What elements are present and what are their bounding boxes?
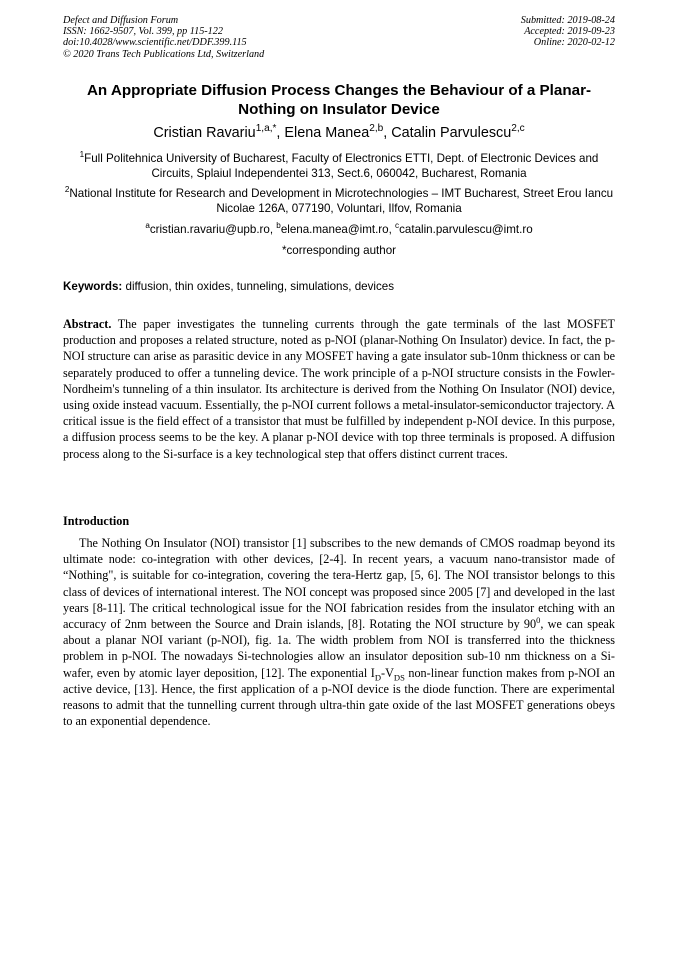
author-affiliation-marker: 2,b [369, 123, 384, 135]
degree-superscript: 0 [536, 614, 541, 625]
affiliation-1 [62, 151, 616, 182]
keywords-text: diffusion, thin oxides, tunneling, simulations, devices [122, 280, 395, 293]
affiliation-text: National Institute for Research and Development in Microtechnologies – IMT Bucharest, Street Erou Iancu Nicolae 126A, 077190, Voluntari, Ilfov, Romania [69, 187, 614, 216]
author-name: Catalin Parvulescu [391, 125, 512, 141]
author-name: Elena Manea [284, 125, 370, 141]
affiliation-number: 1 [79, 150, 85, 160]
subscript-ds: DS [393, 672, 405, 683]
email-marker: c [395, 221, 400, 231]
intro-text-vds: -V [381, 665, 394, 680]
author-name: Cristian Ravariu [153, 125, 256, 141]
author-emails [60, 222, 618, 237]
keywords-label: Keywords: [63, 280, 123, 293]
email-address[interactable]: cristian.ravariu@upb.ro, [149, 223, 277, 236]
intro-text-part-1: The Nothing On Insulator (NOI) transistor [1] subscribes to the new demands of CMOS roadmap beyond its ultimate node: co-integration with other devices, [2-4]. In recent years, a vacuum nano-transistor made of “Nothing", is suitable for co-integration, covering the tera-Hertz gap, [5, 6]. The NOI transistor belongs to this class of devices of international interest. The NOI concept was proposed since 2005 [7] and developed in the last years [8-11]. The critical technological issue for the NOI fabrication resides from the insulator etching with an accuracy of 2nm between the Source and Drain islands, [8]. Rotating the NOI structure by 90 [63, 536, 615, 632]
author-affiliation-marker: 1,a,* [255, 123, 277, 135]
affiliation-number: 2 [64, 185, 70, 195]
affiliation-2 [62, 186, 616, 217]
intro-text-part-3: non-linear function makes from p-NOI an active device, [13]. Hence, the first application of a p-NOI device is the diode function. There are experimental reasons to admit that the tunnelling current through ultra-thin gate oxide of the last MOSFET generations obeys to an exponential dependence. [63, 665, 615, 729]
submitted-date: Submitted: 2019-08-24 [520, 15, 615, 26]
paper-title: An Appropriate Diffusion Process Changes the Behaviour of a Planar-Nothing on Insulator Device [86, 82, 592, 118]
introduction-paragraph [63, 535, 615, 729]
keywords-line [63, 279, 615, 294]
abstract-label: Abstract. [63, 317, 112, 331]
online-date: Online: 2020-02-12 [533, 37, 615, 49]
copyright-line: © 2020 Trans Tech Publications Ltd, Switzerland [63, 48, 265, 60]
email-address[interactable]: elena.manea@imt.ro, [280, 223, 396, 236]
email-address[interactable]: catalin.parvulescu@imt.ro [399, 223, 533, 236]
doi-line: doi:10.4028/www.scientific.net/DDF.399.115 [63, 37, 247, 49]
section-heading-introduction: Introduction [63, 514, 130, 528]
journal-header-left [63, 15, 264, 60]
intro-text-part-2: , we can speak about a planar NOI variant (p-NOI), fig. 1a. The width problem from NOI is transferred into the thickness problem in p-NOI. The nowadays Si-technologies allow an insulator deposition sub-10 nm thickness on a Si-wafer, even by atomic layer deposition, [12]. The exponential I [63, 617, 615, 680]
author-affiliation-marker: 2,c [511, 123, 525, 135]
journal-header-right [521, 15, 615, 49]
affiliation-text: Full Politehnica University of Bucharest, Faculty of Electronics ETTI, Dept. of Electronic Devices and Circuits, Splaiul Independentei 313, Sect.6, 060042, Bucharest, Romania [84, 152, 599, 181]
email-marker: a [145, 221, 150, 231]
corresponding-author-note: *corresponding author [281, 244, 397, 257]
author-list [60, 124, 618, 142]
journal-name: Defect and Diffusion Forum [63, 15, 179, 26]
accepted-date: Accepted: 2019-09-23 [524, 26, 615, 38]
author-separator: , [383, 125, 392, 141]
author-separator: , [276, 125, 285, 141]
abstract-text: The paper investigates the tunneling currents through the gate terminals of the last MOSFET production and proposes a related structure, noted as p-NOI (planar-Nothing On Insulator) device. In fact, the p-NOI structure can arise as parasitic device in any MOSFET having a gate insulator sub-10nm thickness or can be separately produced to offer a tunneling device. The work principle of a p-NOI structure consists in the Fowler-Nordheim's tunneling of a thin insulator. Its architecture is derived from the Nothing On Insulator (NOI) device, using oxide instead vacuum. Essentially, the p-NOI current follows a metal-insulator-semiconductor trajectory. A critical issue is the field effect of a transistor that must be fulfilled by independent p-NOI device. In this purpose, a diffusion process seems to be the key. A planar p-NOI device with top three terminals is proposed. A diffusion process along to the Si-surface is a key technological step that offers distinct current traces. [63, 317, 615, 461]
email-marker: b [276, 221, 281, 231]
subscript-d: D [374, 672, 382, 683]
issn-line: ISSN: 1662-9507, Vol. 399, pp 115-122 [63, 26, 223, 38]
abstract-paragraph [63, 316, 615, 462]
